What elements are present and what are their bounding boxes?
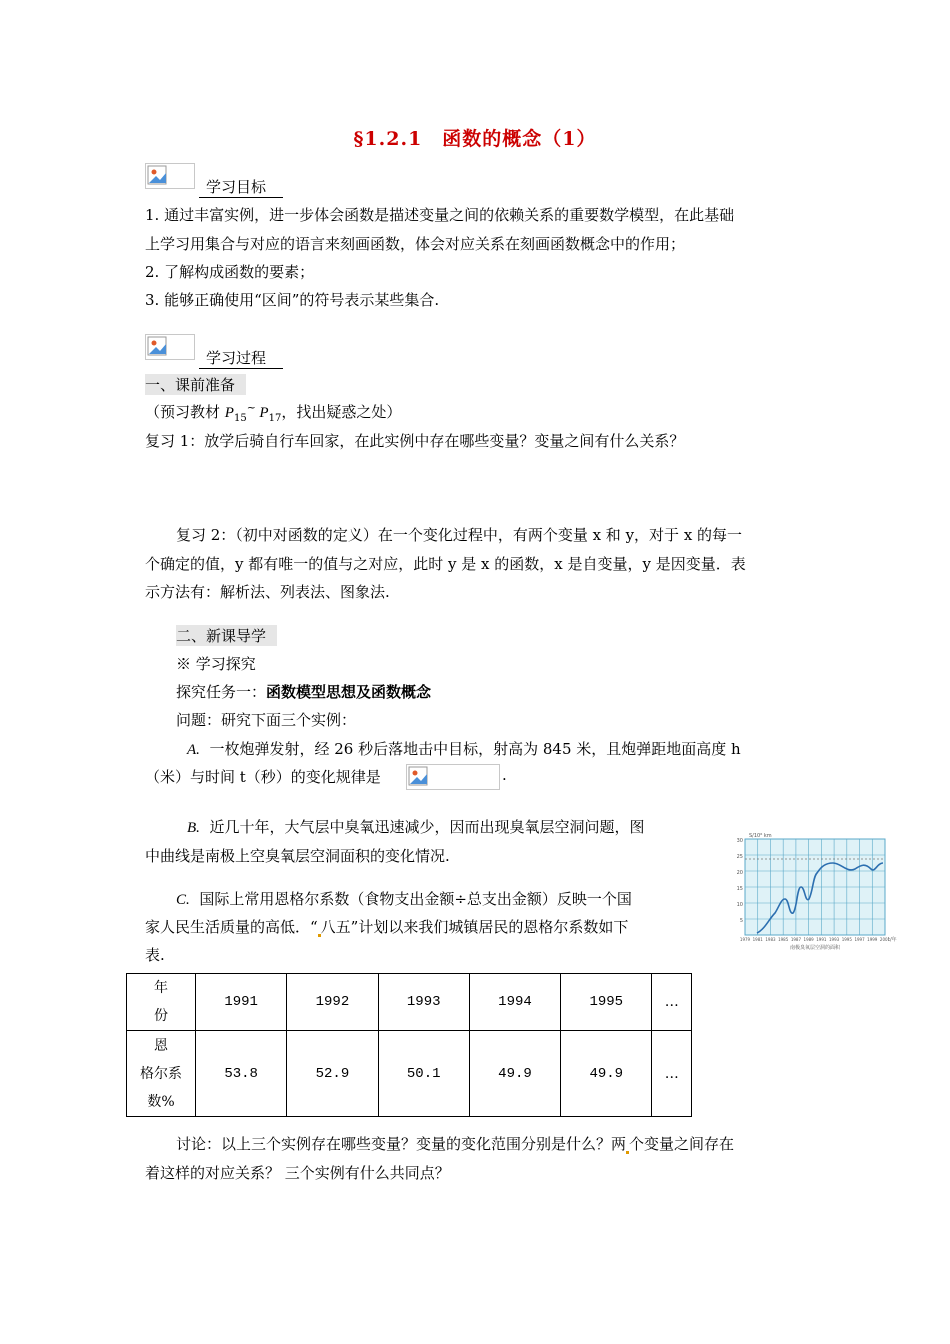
discussion-line-1: 讨论：以上三个实例存在哪些变量？变量的变化范围分别是什么？两 个变量之间存在 — [176, 1135, 735, 1153]
table-header-engel: 恩 格尔系 数% — [127, 1031, 196, 1117]
example-b-line-1: B. 近几十年，大气层中臭氧迅速减少，因而出现臭氧层空洞问题，图 — [187, 818, 645, 836]
x-tick-label: 1985 — [778, 937, 789, 942]
x-tick-label: 1987 — [790, 937, 802, 942]
x-tick-label: 1981 — [752, 937, 763, 942]
task-heading: 探究任务一：函数模型思想及函数概念 — [176, 683, 432, 701]
y-tick-label: 10 — [736, 902, 743, 908]
table-cell: 1994 — [469, 974, 560, 1031]
review-2-line-1: 复习 2：（初中对函数的定义）在一个变化过程中，有两个变量 x 和 y，对于 x 的每一 — [176, 526, 743, 544]
discussion-line-2: 着这样的对应关系？ 三个实例有什么共同点？ — [145, 1164, 450, 1182]
table-cell: 49.9 — [561, 1031, 652, 1117]
table-cell: 1995 — [561, 974, 652, 1031]
part1-heading: 一、课前准备 — [145, 374, 246, 395]
review-2-line-2: 个确定的值，y 都有唯一的值与之对应，此时 y 是 x 的函数，x 是自变量，y 是因变量．表 — [145, 555, 746, 573]
example-a-end: . — [502, 766, 507, 784]
goal-line-3: 2. 了解构成函数的要素； — [145, 263, 315, 281]
broken-image-icon — [145, 163, 195, 189]
y-axis-unit: S/10⁶ km — [749, 833, 772, 839]
table-cell: 49.9 — [469, 1031, 560, 1117]
explore-heading: ※ 学习探究 — [176, 655, 256, 673]
table-cell: 52.9 — [287, 1031, 378, 1117]
table-cell: 1991 — [196, 974, 287, 1031]
table-cell: … — [652, 974, 692, 1031]
x-tick-label: 1979 — [739, 937, 751, 942]
example-c-line-3: 表. — [145, 946, 165, 964]
broken-image-icon — [145, 334, 195, 360]
review-2-line-3: 示方法有：解析法、列表法、图象法. — [145, 583, 390, 601]
goal-line-4: 3. 能够正确使用“区间”的符号表示某些集合. — [145, 291, 440, 309]
x-tick-label: 1989 — [803, 937, 814, 942]
x-tick-label: 2001 — [879, 937, 891, 942]
engel-table — [126, 973, 692, 1117]
part2-heading: 二、新课导学 — [176, 625, 277, 646]
x-axis-unit: t/年 — [888, 937, 897, 943]
goal-line-1: 1. 通过丰富实例，进一步体会函数是描述变量之间的依赖关系的重要数学模型，在此基础 — [145, 206, 735, 224]
x-tick-label: 1991 — [816, 937, 827, 942]
table-cell: 50.1 — [378, 1031, 469, 1117]
example-c-line-2: 家人民生活质量的高低．“ 八五”计划以来我们城镇居民的恩格尔系数如下 — [145, 918, 629, 936]
x-tick-label: 1993 — [828, 937, 840, 942]
x-tick-label: 1997 — [854, 937, 865, 942]
x-tick-label: 1983 — [765, 937, 776, 942]
table-header-year: 年 份 — [127, 974, 196, 1031]
x-tick-label: 1999 — [867, 937, 878, 942]
y-tick-label: 20 — [736, 870, 743, 876]
process-heading: 学习过程 — [199, 347, 283, 369]
y-tick-label: 15 — [736, 886, 743, 892]
example-c-line-1: C. 国际上常用恩格尔系数（食物支出金额÷总支出金额）反映一个国 — [176, 890, 632, 908]
figure-caption: 南极臭氧层空洞的面积 — [789, 945, 841, 951]
ozone-hole-figure — [725, 829, 905, 956]
question: 问题：研究下面三个实例： — [176, 711, 357, 729]
table-row — [127, 974, 692, 1031]
example-b-line-2: 中曲线是南极上空臭氧层空洞面积的变化情况. — [145, 847, 450, 865]
y-tick-label: 5 — [739, 918, 743, 924]
goal-line-2: 上学习用集合与对应的语言来刻画函数，体会对应关系在刻画函数概念中的作用； — [145, 235, 686, 253]
goals-heading: 学习目标 — [199, 176, 283, 198]
page-title: §1.2.1 函数的概念（1） — [353, 128, 597, 150]
x-tick-label: 1995 — [841, 937, 852, 942]
table-cell: 1992 — [287, 974, 378, 1031]
review-1: 复习 1：放学后骑自行车回家，在此实例中存在哪些变量？变量之间有什么关系？ — [145, 432, 685, 450]
table-row — [127, 1031, 692, 1117]
y-tick-label: 25 — [736, 854, 743, 860]
preview-note: （预习教材 $P_{15}^\sim$ $P_{17}$，找出疑惑之处） — [145, 401, 402, 424]
table-cell: 53.8 — [196, 1031, 287, 1117]
example-a-line-1: A. 一枚炮弹发射，经 26 秒后落地击中目标，射高为 845 米，且炮弹距地面高度 h — [187, 740, 741, 758]
broken-image-icon — [406, 764, 500, 790]
table-cell: … — [652, 1031, 692, 1117]
example-a-line-2: （米）与时间 t（秒）的变化规律是 — [145, 768, 381, 786]
table-cell: 1993 — [378, 974, 469, 1031]
y-tick-label: 30 — [736, 838, 743, 844]
